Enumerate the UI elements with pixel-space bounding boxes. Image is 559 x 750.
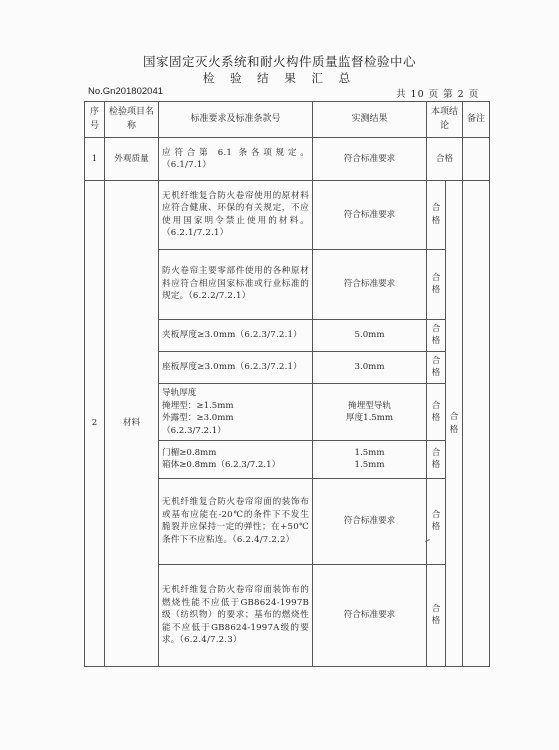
standard-line: （6.2.3/7.2.1） bbox=[162, 425, 226, 436]
standard-line: 掩埋型：≥1.5mm bbox=[162, 400, 234, 411]
sub-conclusion: 合格 bbox=[427, 564, 446, 666]
sub-standard: 夹板厚度≥3.0mm（6.2.3/7.2.1） bbox=[159, 319, 313, 351]
sub-standard: 无机纤维复合防火卷帘帘面装饰布的燃烧性能不应低于GB8624-1997B级（纺织物）的要求；基布的燃烧性能不应低于GB8624-1997A级的要求。（6.2.4/7.2.3） bbox=[159, 564, 313, 666]
page-subtitle: 检 验 结 果 汇 总 bbox=[202, 71, 357, 85]
col-remark-header: 备注 bbox=[463, 102, 490, 138]
standard-line: 门楣≥0.8mm bbox=[162, 447, 217, 458]
row1-result: 符合标准要求 bbox=[313, 138, 427, 181]
standard-line: 外露型：≥3.0mm bbox=[162, 413, 234, 424]
sub-conclusion: 合格 bbox=[427, 478, 446, 564]
sub-conclusion: 合格 bbox=[427, 249, 446, 319]
table-row bbox=[85, 181, 490, 250]
results-table bbox=[84, 101, 490, 667]
sub-conclusion: 合格 bbox=[427, 384, 446, 441]
sub-result: 5.0mm bbox=[313, 319, 427, 351]
sub-conclusion: 合格 bbox=[427, 441, 446, 478]
group-conclusion: 合格 bbox=[446, 181, 463, 667]
standard-line: 导轨厚度 bbox=[162, 388, 197, 399]
row2-seq: 2 bbox=[85, 181, 105, 667]
sub-standard: 座板厚度≥3.0mm（6.2.3/7.2.1） bbox=[159, 351, 313, 383]
sub-result: 符合标准要求 bbox=[313, 478, 427, 564]
sub-result: 3.0mm bbox=[313, 351, 427, 383]
col-conclusion-header: 本项结论 bbox=[427, 102, 463, 138]
row1-seq: 1 bbox=[85, 138, 105, 181]
row2-remark bbox=[463, 181, 490, 667]
sub-standard bbox=[159, 384, 313, 441]
col-item-header: 检验项目名称 bbox=[105, 102, 159, 138]
row1-conclusion: 合格 bbox=[427, 138, 463, 181]
page-counter: 共 10 页 第 2 页 bbox=[396, 89, 480, 100]
col-result-header: 实测结果 bbox=[313, 102, 427, 138]
report-number: No.Gn201802041 bbox=[88, 86, 164, 97]
col-seq-header: 序号 bbox=[85, 102, 105, 138]
institution-title: 国家固定灭火系统和耐火构件质量监督检验中心 bbox=[142, 54, 416, 69]
row1-item: 外观质量 bbox=[105, 138, 159, 181]
result-line: 1.5mm bbox=[354, 447, 385, 458]
sub-result bbox=[313, 441, 427, 478]
sub-result: 符合标准要求 bbox=[313, 564, 427, 666]
sub-standard bbox=[159, 441, 313, 478]
sub-result: 符合标准要求 bbox=[313, 181, 427, 250]
sub-standard: 无机纤维复合防火卷帘帘面的装饰布或基布应能在-20℃的条件下不发生脆裂并应保持一定的弹性；在+50℃条件下不应粘连。（6.2.4/7.2.2） bbox=[159, 478, 313, 564]
row1-remark bbox=[463, 138, 490, 181]
sub-conclusion: 合格 bbox=[427, 181, 446, 250]
sub-standard: 无机纤维复合防火卷帘使用的原材料应符合健康、环保的有关规定，不应使用国家明令禁止使用的材料。（6.2.1/7.2.1） bbox=[159, 181, 313, 250]
row1-standard: 应符合第 6.1 条各项规定。（6.1/7.1） bbox=[159, 138, 313, 181]
sub-conclusion: 合格 bbox=[427, 351, 446, 383]
result-line: 厚度1.5mm bbox=[345, 413, 394, 424]
sub-result bbox=[313, 384, 427, 441]
sub-standard: 防火卷帘主要零部件使用的各种原材料应符合相应国家标准或行业标准的规定。（6.2.2/7.2.1） bbox=[159, 249, 313, 319]
sub-conclusion: 合格 bbox=[427, 319, 446, 351]
row2-item: 材料 bbox=[105, 181, 159, 667]
result-line: 掩埋型导轨 bbox=[348, 400, 391, 411]
table-header-row bbox=[85, 102, 490, 138]
standard-line: 箱体≥0.8mm（6.2.3/7.2.1） bbox=[162, 460, 281, 471]
result-line: 1.5mm bbox=[354, 460, 385, 471]
sub-result: 符合标准要求 bbox=[313, 249, 427, 319]
table-row bbox=[85, 138, 490, 181]
col-standard-header: 标准要求及标准条款号 bbox=[159, 102, 313, 138]
